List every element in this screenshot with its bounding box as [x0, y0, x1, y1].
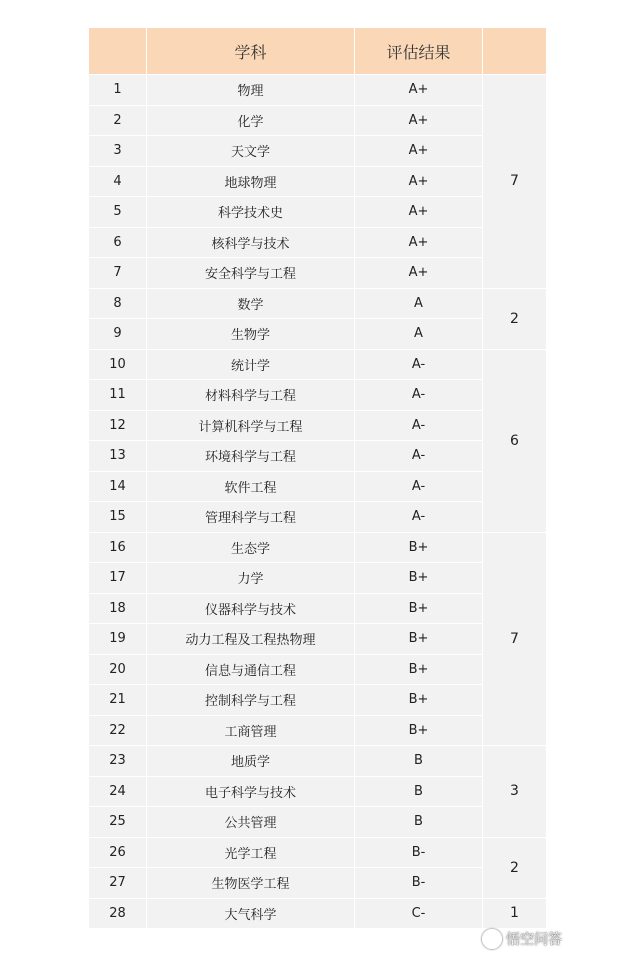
row-index: 12 — [89, 410, 147, 441]
table-row — [89, 715, 547, 746]
watermark — [482, 928, 632, 950]
grade-cell: C- — [355, 898, 483, 929]
header-count — [483, 28, 547, 75]
grade-cell: A+ — [355, 75, 483, 106]
table-row — [89, 258, 547, 289]
subject-cell: 生物医学工程 — [147, 868, 355, 899]
group-count-cell: 3 — [483, 746, 547, 838]
watermark-text: 悟空问答 — [506, 932, 562, 948]
grade-table — [88, 27, 547, 929]
table-row — [89, 563, 547, 594]
subject-cell: 地球物理 — [147, 166, 355, 197]
subject-cell: 物理 — [147, 75, 355, 106]
subject-cell: 工商管理 — [147, 715, 355, 746]
table-row — [89, 807, 547, 838]
subject-cell: 生态学 — [147, 532, 355, 563]
table-row — [89, 593, 547, 624]
subject-cell: 光学工程 — [147, 837, 355, 868]
subject-cell: 控制科学与工程 — [147, 685, 355, 716]
grade-cell: A+ — [355, 166, 483, 197]
subject-cell: 公共管理 — [147, 807, 355, 838]
table-row — [89, 288, 547, 319]
subject-cell: 化学 — [147, 105, 355, 136]
subject-cell: 软件工程 — [147, 471, 355, 502]
subject-cell: 信息与通信工程 — [147, 654, 355, 685]
grade-cell: A- — [355, 441, 483, 472]
row-index: 6 — [89, 227, 147, 258]
subject-cell: 计算机科学与工程 — [147, 410, 355, 441]
subject-cell: 地质学 — [147, 746, 355, 777]
table-row — [89, 654, 547, 685]
row-index: 22 — [89, 715, 147, 746]
row-index: 8 — [89, 288, 147, 319]
subject-cell: 环境科学与工程 — [147, 441, 355, 472]
table-row — [89, 441, 547, 472]
table-row — [89, 75, 547, 106]
subject-cell: 大气科学 — [147, 898, 355, 929]
table-row — [89, 624, 547, 655]
wukong-logo-icon — [482, 929, 502, 949]
table-row — [89, 898, 547, 929]
grade-cell: A- — [355, 380, 483, 411]
grade-cell: A+ — [355, 197, 483, 228]
header-subject: 学科 — [147, 28, 355, 75]
grade-cell: A+ — [355, 136, 483, 167]
group-count-cell: 7 — [483, 75, 547, 289]
grade-cell: B+ — [355, 563, 483, 594]
table-row — [89, 349, 547, 380]
header-result: 评估结果 — [355, 28, 483, 75]
row-index: 5 — [89, 197, 147, 228]
grade-cell: A — [355, 319, 483, 350]
row-index: 1 — [89, 75, 147, 106]
row-index: 17 — [89, 563, 147, 594]
grade-cell: B- — [355, 868, 483, 899]
row-index: 9 — [89, 319, 147, 350]
subject-cell: 生物学 — [147, 319, 355, 350]
subject-cell: 统计学 — [147, 349, 355, 380]
table-row — [89, 136, 547, 167]
row-index: 28 — [89, 898, 147, 929]
grade-cell: B — [355, 807, 483, 838]
row-index: 20 — [89, 654, 147, 685]
table-row — [89, 227, 547, 258]
subject-cell: 核科学与技术 — [147, 227, 355, 258]
table-row — [89, 868, 547, 899]
subject-cell: 动力工程及工程热物理 — [147, 624, 355, 655]
group-count-cell: 7 — [483, 532, 547, 746]
table-body — [89, 75, 547, 929]
row-index: 14 — [89, 471, 147, 502]
subject-cell: 管理科学与工程 — [147, 502, 355, 533]
subject-cell: 材料科学与工程 — [147, 380, 355, 411]
row-index: 4 — [89, 166, 147, 197]
table-row — [89, 837, 547, 868]
group-count-cell: 2 — [483, 288, 547, 349]
grade-cell: A+ — [355, 258, 483, 289]
subject-cell: 天文学 — [147, 136, 355, 167]
subject-cell: 科学技术史 — [147, 197, 355, 228]
grade-cell: A+ — [355, 105, 483, 136]
grade-cell: A- — [355, 349, 483, 380]
table-header-row — [89, 28, 547, 75]
grade-cell: A- — [355, 502, 483, 533]
table-row — [89, 532, 547, 563]
row-index: 16 — [89, 532, 147, 563]
grade-cell: B — [355, 776, 483, 807]
table-row — [89, 776, 547, 807]
row-index: 27 — [89, 868, 147, 899]
grade-cell: B+ — [355, 532, 483, 563]
table-row — [89, 197, 547, 228]
subject-cell: 电子科学与技术 — [147, 776, 355, 807]
row-index: 18 — [89, 593, 147, 624]
row-index: 3 — [89, 136, 147, 167]
group-count-cell: 1 — [483, 898, 547, 929]
grade-cell: A- — [355, 471, 483, 502]
grade-cell: B+ — [355, 624, 483, 655]
row-index: 19 — [89, 624, 147, 655]
grade-cell: B+ — [355, 685, 483, 716]
table-row — [89, 502, 547, 533]
row-index: 7 — [89, 258, 147, 289]
subject-cell: 力学 — [147, 563, 355, 594]
table-row — [89, 319, 547, 350]
grade-cell: B+ — [355, 715, 483, 746]
subject-cell: 仪器科学与技术 — [147, 593, 355, 624]
table-row — [89, 410, 547, 441]
group-count-cell: 2 — [483, 837, 547, 898]
grade-cell: B — [355, 746, 483, 777]
row-index: 2 — [89, 105, 147, 136]
table-row — [89, 685, 547, 716]
grade-cell: A+ — [355, 227, 483, 258]
row-index: 24 — [89, 776, 147, 807]
grade-cell: B+ — [355, 654, 483, 685]
table-row — [89, 746, 547, 777]
subject-cell: 数学 — [147, 288, 355, 319]
row-index: 11 — [89, 380, 147, 411]
table-row — [89, 471, 547, 502]
row-index: 26 — [89, 837, 147, 868]
group-count-cell: 6 — [483, 349, 547, 532]
grade-cell: A — [355, 288, 483, 319]
row-index: 25 — [89, 807, 147, 838]
table-row — [89, 166, 547, 197]
table-row — [89, 380, 547, 411]
row-index: 13 — [89, 441, 147, 472]
table-row — [89, 105, 547, 136]
row-index: 21 — [89, 685, 147, 716]
row-index: 10 — [89, 349, 147, 380]
grade-cell: A- — [355, 410, 483, 441]
grade-cell: B+ — [355, 593, 483, 624]
header-index — [89, 28, 147, 75]
row-index: 23 — [89, 746, 147, 777]
grade-cell: B- — [355, 837, 483, 868]
row-index: 15 — [89, 502, 147, 533]
subject-cell: 安全科学与工程 — [147, 258, 355, 289]
